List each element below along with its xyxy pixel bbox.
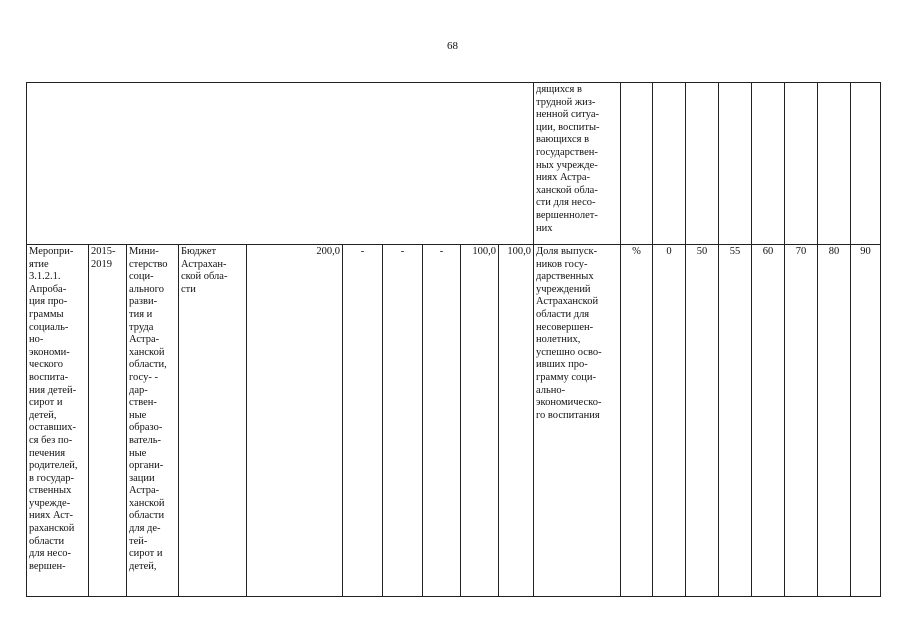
unit-cell: %: [621, 245, 653, 597]
year-amount-cell: 100,0: [499, 245, 534, 597]
target-cell: 90: [851, 245, 881, 597]
year-amount-cell: -: [423, 245, 461, 597]
indicator-cell: Доля выпуск- ников госу- дарственных учреждений Астраханской области для несовершен- нолетних, успешно осво- ивших про- грамму соци- ально- экономическо- го воспитания: [534, 245, 621, 597]
year-amount-cell: 100,0: [461, 245, 499, 597]
target-cell: 70: [785, 245, 818, 597]
measure-name-cell: Меропри- ятие 3.1.2.1. Апроба- ция про- граммы социаль- но- экономи- ческого воспита- ния детей- сирот и детей, оставших- ся без по- печения родителей, в государ- ственных учрежде- ниях Аст- раханской области для несо- вершен-: [27, 245, 89, 597]
unit-cell: [621, 83, 653, 245]
empty-merged-cell: [27, 83, 534, 245]
target-cell: [818, 83, 851, 245]
target-cell: [752, 83, 785, 245]
target-cell: [785, 83, 818, 245]
funding-source-cell: Бюджет Астрахан- ской обла- сти: [179, 245, 247, 597]
target-cell: [851, 83, 881, 245]
executor-cell: Мини- стерство соци- ального разви- тия и труда Астра- ханской области, госу- - дар- ствен- ные образо- ватель- ные органи- зации Астра- ханской области для де- тей- сирот и детей,: [127, 245, 179, 597]
year-amount-cell: -: [383, 245, 423, 597]
table-row-measure: [27, 245, 881, 597]
total-amount-cell: 200,0: [247, 245, 343, 597]
target-cell: 55: [719, 245, 752, 597]
target-cell: [719, 83, 752, 245]
target-cell: [653, 83, 686, 245]
target-cell: 50: [686, 245, 719, 597]
base-value-cell: 0: [653, 245, 686, 597]
program-table: [26, 82, 881, 597]
period-cell: 2015- 2019: [89, 245, 127, 597]
table-row-continuation: [27, 83, 881, 245]
page-number: 68: [447, 40, 458, 52]
target-cell: [686, 83, 719, 245]
target-cell: 80: [818, 245, 851, 597]
indicator-cell: дящихся в трудной жиз- ненной ситуа- ции, воспиты- вающихся в государствен- ных учрежде- ниях Астра- ханской обла- сти для несо- вершеннолет- них: [534, 83, 621, 245]
target-cell: 60: [752, 245, 785, 597]
year-amount-cell: -: [343, 245, 383, 597]
